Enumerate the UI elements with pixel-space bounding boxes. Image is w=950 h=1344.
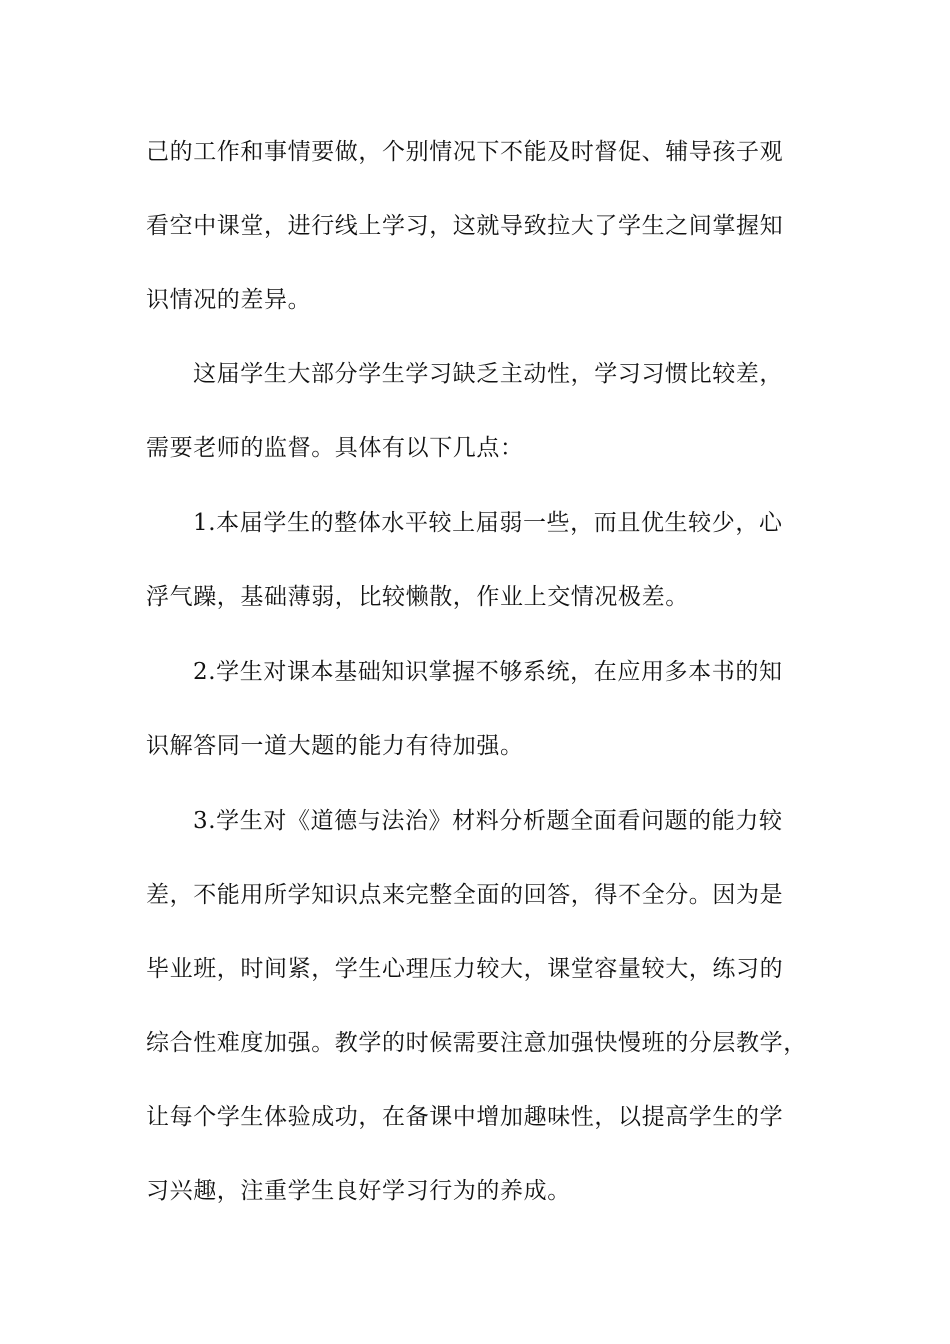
text-line: 识情况的差异。: [146, 287, 312, 313]
text-line: 让每个学生体验成功，在备课中增加趣味性，以提高学生的学: [146, 1104, 784, 1130]
text-line: 需要老师的监督。具体有以下几点：: [146, 435, 524, 461]
text-line: 这届学生大部分学生学习缺乏主动性，学习习惯比较差，: [193, 361, 783, 387]
list-item-line: 2.学生对课本基础知识掌握不够系统，在应用多本书的知: [193, 659, 783, 685]
list-item-line: 1.本届学生的整体水平较上届弱一些，而且优生较少，心: [193, 510, 783, 536]
text-line: 毕业班，时间紧，学生心理压力较大，课堂容量较大，练习的: [146, 956, 784, 982]
text-line: 看空中课堂，进行线上学习，这就导致拉大了学生之间掌握知: [146, 213, 784, 239]
text-line: 识解答同一道大题的能力有待加强。: [146, 733, 524, 759]
list-item-line: 3.学生对《道德与法治》材料分析题全面看问题的能力较: [193, 808, 783, 834]
text-line: 差，不能用所学知识点来完整全面的回答，得不全分。因为是: [146, 882, 784, 908]
text-line: 浮气躁，基础薄弱，比较懒散，作业上交情况极差。: [146, 584, 689, 610]
text-line: 习兴趣，注重学生良好学习行为的养成。: [146, 1178, 571, 1204]
text-line: 己的工作和事情要做，个别情况下不能及时督促、辅导孩子观: [146, 139, 784, 165]
text-line: 综合性难度加强。教学的时候需要注意加强快慢班的分层教学，: [146, 1030, 807, 1056]
